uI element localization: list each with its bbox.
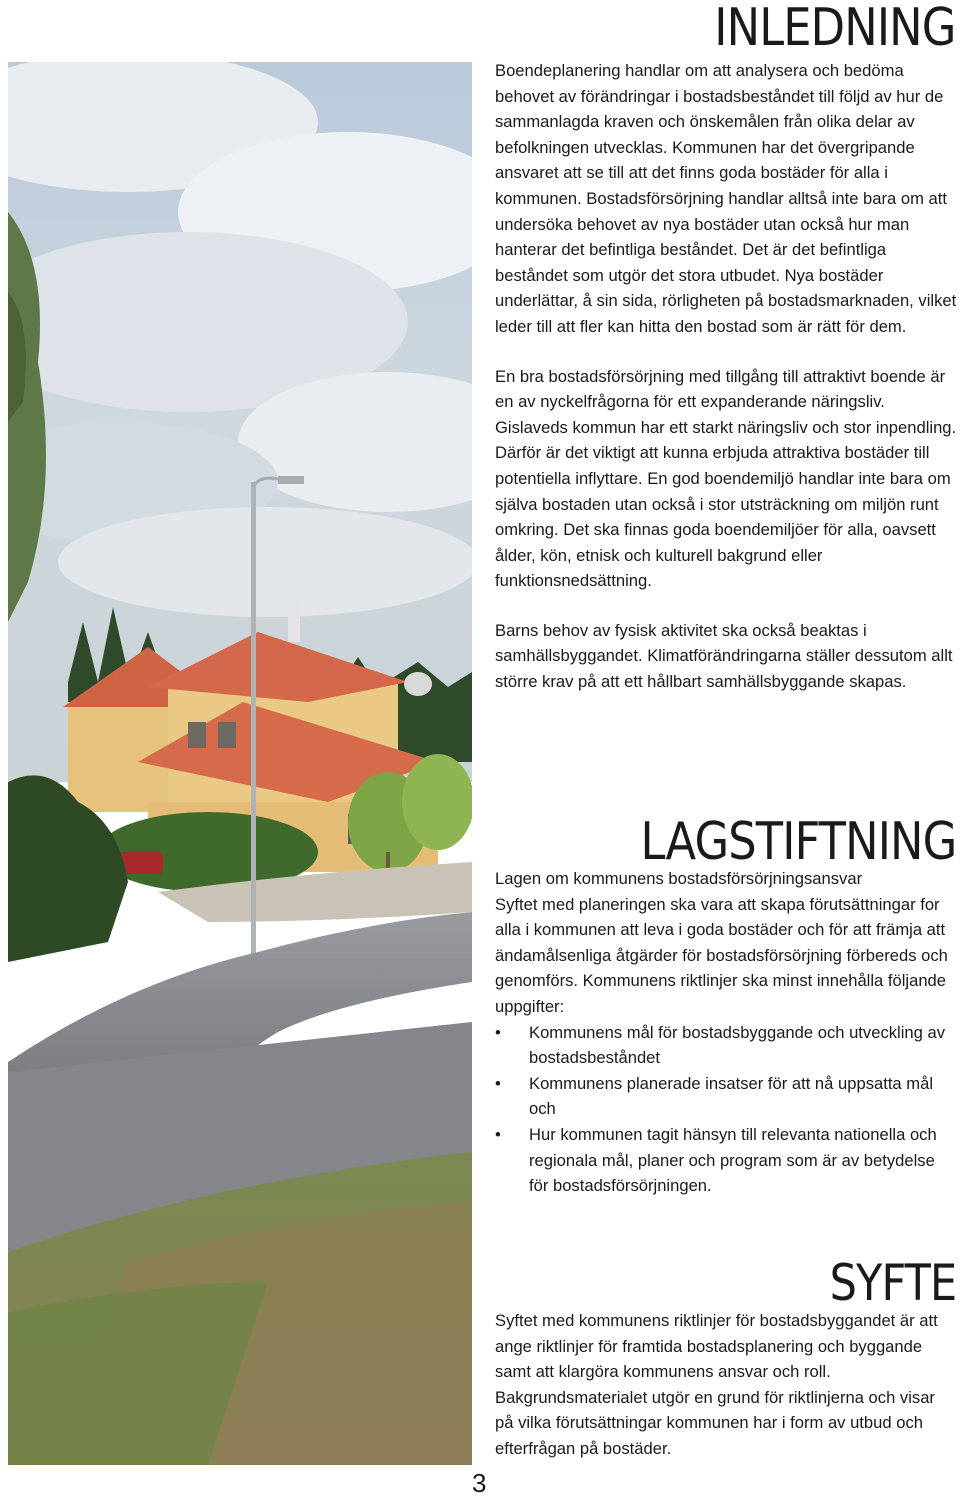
paragraph: Barns behov av fysisk aktivitet ska också beaktas i samhällsbyggandet. Klimatförändringarna ställer dessutom allt större krav på att ett hållbart samhällsbyggande skapas. — [495, 620, 953, 692]
list-item: • Hur kommunen tagit hänsyn till relevanta nationella och regionala mål, planer och program som är av betydelse för bostadsförsörjningen. — [495, 1122, 957, 1199]
paragraph: Syftet med kommunens riktlinjer för bostadsbyggandet är att ange riktlinjer för framtida bostadsplanering och byggande samt att klargöra kommunens ansvar och roll. Bakgrundsmaterialet utgör en grund för riktlinjerna och visar på vilka förutsättningar kommunen har i form av utbud och efterfrågan på bostäder. — [495, 1311, 938, 1458]
house-photo — [8, 62, 472, 1465]
section-inledning — [495, 58, 957, 695]
list-item: • Kommunens planerade insatser för att nå uppsatta mål och — [495, 1071, 957, 1122]
house-photo-illustration — [8, 62, 472, 1465]
paragraph: Syftet med planeringen ska vara att skapa förutsättningar for alla i kommunen att leva i goda bostäder och för att främja att ändamålsenliga åtgärder för bostadsförsörjning förbereds och genomförs. Kommunens riktlinjer ska minst innehålla följande uppgifter: — [495, 894, 948, 1016]
section-heading-syfte: SYFTE — [829, 1254, 956, 1312]
section-lagstiftning — [495, 866, 957, 1199]
paragraph: En bra bostadsförsörjning med tillgång till attraktivt boende är en av nyckelfrågorna för ett expanderande näringsliv. Gislaveds kommun har ett starkt näringsliv och stor inpendling. Därför är det viktigt att kunna erbjuda attraktiva bostäder till potentiella inflyttare. En god boendemiljö handlar inte bara om själva bostaden utan också i stor utsträckning om miljön runt omkring. Det ska finnas goda boendemiljöer för alla, oavsett ålder, kön, etnisk och kulturell bakgrund eller funktionsnedsättning. — [495, 366, 957, 591]
list-item: • Kommunens mål för bostadsbyggande och utveckling av bostadsbeståndet — [495, 1020, 957, 1071]
section-heading-inledning: INLEDNING — [714, 0, 956, 58]
page-number: 3 — [472, 1468, 487, 1498]
law-title: Lagen om kommunens bostadsförsörjningsansvar — [495, 869, 863, 888]
paragraph: Boendeplanering handlar om att analysera och bedöma behovet av förändringar i bostadsbeståndet till följd av hur de sammanlagda kraven och önskemålen från olika delar av befolkningen utvecklas. Kommunen har det övergripande ansvaret att se till att det finns goda bostäder för alla i kommunen. Bostadsförsörjning handlar alltså inte bara om att undersöka behovet av nya bostäder utan också hur man hanterar det befintliga beståndet. Det är det befintliga beståndet som utgör det stora utbudet. Nya bostäder underlättar, å sin sida, rörligheten på bostadsmarknaden, vilket leder till att fler kan hitta den bostad som är rätt för dem. — [495, 61, 957, 336]
requirements-list — [495, 1020, 957, 1199]
section-heading-lagstiftning: LAGSTIFTNING — [640, 812, 956, 872]
section-syfte — [495, 1308, 957, 1462]
